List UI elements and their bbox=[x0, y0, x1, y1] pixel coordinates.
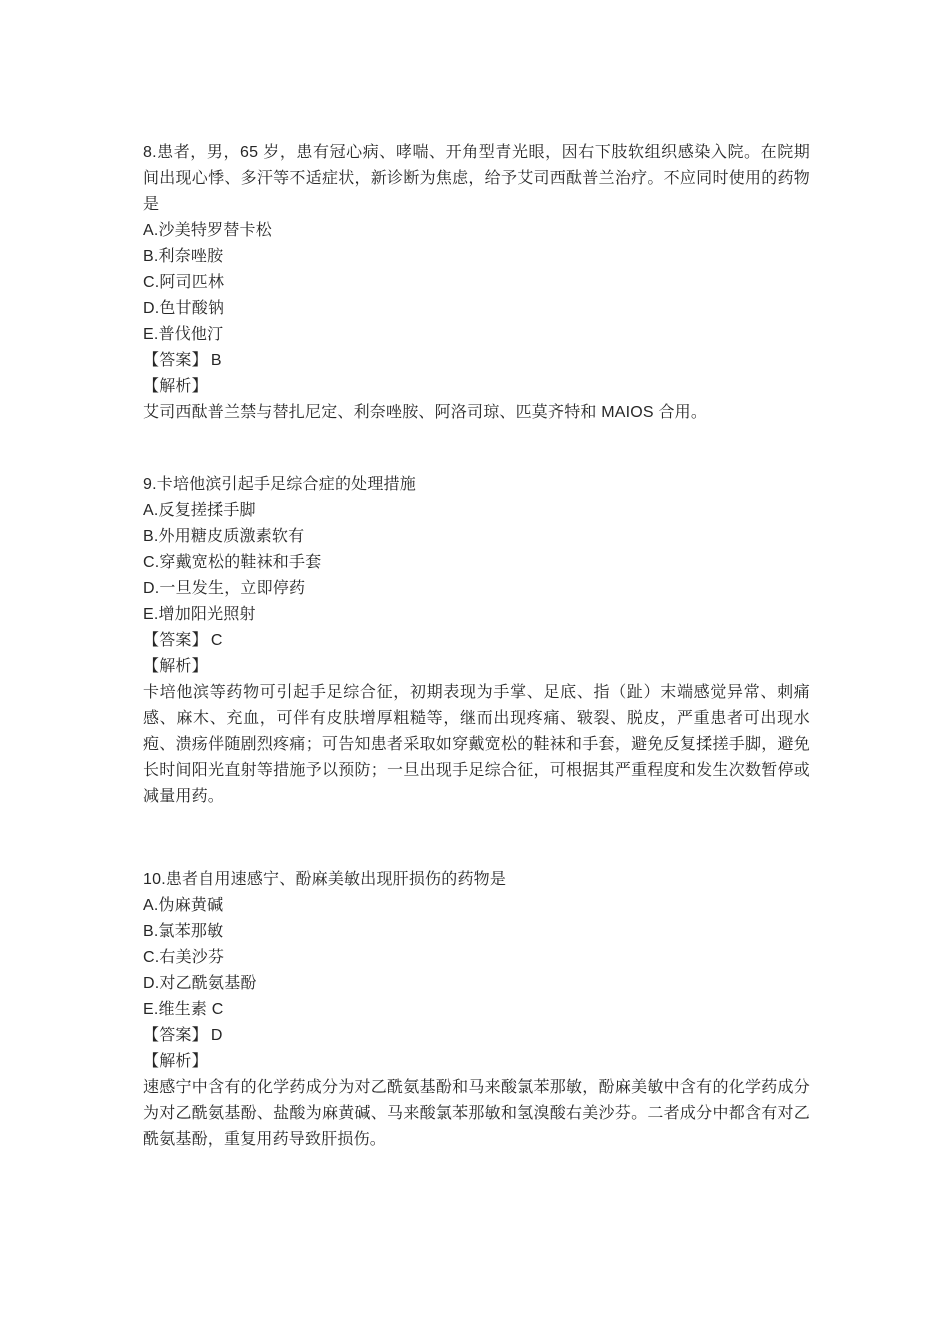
question-option-e: E.增加阳光照射 bbox=[143, 606, 256, 623]
question-option-a: A.伪麻黄碱 bbox=[143, 897, 224, 914]
question-option-e: E.普伐他汀 bbox=[143, 326, 224, 343]
answer-line bbox=[143, 1023, 810, 1049]
question-option-b: B.氯苯那敏 bbox=[143, 923, 224, 940]
question-option-d: D.一旦发生，立即停药 bbox=[143, 580, 306, 597]
answer-label: 【答案】 bbox=[143, 352, 208, 369]
answer-value: B bbox=[210, 352, 222, 369]
analysis-label: 【解析】 bbox=[143, 1053, 208, 1070]
question-option-c: C.穿戴宽松的鞋袜和手套 bbox=[143, 554, 322, 571]
analysis-label: 【解析】 bbox=[143, 658, 208, 675]
question-option-d: D.对乙酰氨基酚 bbox=[143, 975, 257, 992]
analysis-label: 【解析】 bbox=[143, 378, 208, 395]
question-option-d: D.色甘酸钠 bbox=[143, 300, 225, 317]
answer-value: C bbox=[210, 632, 223, 649]
question-option-c: C.阿司匹林 bbox=[143, 274, 225, 291]
answer-line bbox=[143, 628, 810, 654]
question-option-a: A.沙美特罗替卡松 bbox=[143, 222, 272, 239]
question-option-b: B.利奈唑胺 bbox=[143, 248, 224, 265]
answer-label: 【答案】 bbox=[143, 1027, 208, 1044]
analysis-text: 速感宁中含有的化学药成分为对乙酰氨基酚和马来酸氯苯那敏，酚麻美敏中含有的化学药成分为对乙酰氨基酚、盐酸为麻黄碱、马来酸氯苯那敏和氢溴酸右美沙芬。二者成分中都含有对乙酰氨基酚，重复用药导致肝损伤。 bbox=[143, 1079, 810, 1148]
question-block-10 bbox=[143, 867, 810, 1153]
analysis-text: 艾司西酞普兰禁与替扎尼定、利奈唑胺、阿洛司琼、匹莫齐特和 MAIOS 合用。 bbox=[143, 404, 708, 421]
analysis-text: 卡培他滨等药物可引起手足综合征，初期表现为手掌、足底、指（趾）末端感觉异常、刺痛感、麻木、充血，可伴有皮肤增厚粗糙等，继而出现疼痛、皲裂、脱皮，严重患者可出现水疱、溃疡伴随剧烈疼痛；可告知患者采取如穿戴宽松的鞋袜和手套，避免反复揉搓手脚，避免长时间阳光直射等措施予以预防；一旦出现手足综合征，可根据其严重程度和发生次数暂停或减量用药。 bbox=[143, 684, 810, 805]
question-stem: 10.患者自用速感宁、酚麻美敏出现肝损伤的药物是 bbox=[143, 871, 507, 888]
answer-label: 【答案】 bbox=[143, 632, 208, 649]
question-option-a: A.反复搓揉手脚 bbox=[143, 502, 256, 519]
answer-value: D bbox=[210, 1027, 223, 1044]
question-option-c: C.右美沙芬 bbox=[143, 949, 225, 966]
question-option-b: B.外用糖皮质激素软有 bbox=[143, 528, 305, 545]
question-block-8 bbox=[143, 140, 810, 426]
question-stem: 8.患者，男，65 岁，患有冠心病、哮喘、开角型青光眼，因右下肢软组织感染入院。在院期间出现心悸、多汗等不适症状，新诊断为焦虑，给予艾司西酞普兰治疗。不应同时使用的药物是 bbox=[143, 144, 810, 213]
question-block-9 bbox=[143, 472, 810, 810]
answer-line bbox=[143, 348, 810, 374]
question-option-e: E.维生素 C bbox=[143, 1001, 224, 1018]
question-stem: 9.卡培他滨引起手足综合症的处理措施 bbox=[143, 476, 416, 493]
